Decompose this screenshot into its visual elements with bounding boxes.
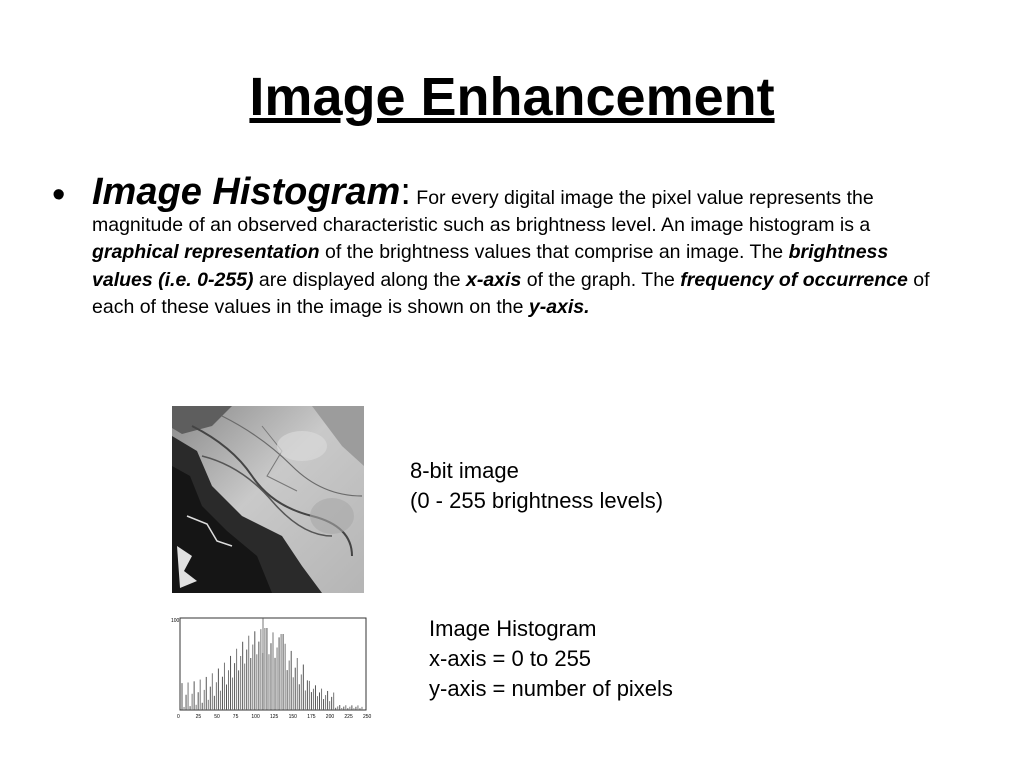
emphasis-y-axis: y-axis. xyxy=(528,295,590,318)
histogram-x-tick-label: 150 xyxy=(288,714,297,720)
histogram-x-tick-label: 175 xyxy=(307,714,316,720)
text-segment-4: of the graph. The xyxy=(521,268,681,291)
histogram-x-tick-labels xyxy=(177,714,372,720)
histogram-caption xyxy=(429,614,673,704)
histogram-x-tick-label: 75 xyxy=(232,714,239,720)
emphasis-brightness-values: brightness values (i.e. 0-255) xyxy=(92,241,889,291)
histogram-caption-line-2: x-axis = 0 to 255 xyxy=(429,646,592,671)
histogram-y-top-label: 100 xyxy=(171,618,180,624)
satellite-image xyxy=(172,406,364,593)
bullet-paragraph xyxy=(92,172,942,321)
emphasis-x-axis: x-axis xyxy=(466,268,522,291)
image-caption-line-1: 8-bit image xyxy=(410,458,519,483)
histogram-x-tick-label: 125 xyxy=(270,714,279,720)
text-segment-2: of the brightness values that comprise an image. The xyxy=(319,241,789,264)
text-segment-1: For every digital image the pixel value represents the magnitude of an observed characteristic such as brightness level. An image histogram is a xyxy=(92,187,874,237)
emphasis-frequency: frequency of occurrence xyxy=(680,268,908,291)
slide-title: Image Enhancement xyxy=(249,67,775,127)
image-caption-line-2: (0 - 255 brightness levels) xyxy=(410,488,664,513)
histogram-x-tick-label: 250 xyxy=(363,714,372,720)
histogram-chart xyxy=(170,614,375,722)
bullet-colon: : xyxy=(400,171,411,213)
text-segment-5: of each of these values in the image is shown on the xyxy=(92,268,930,318)
histogram-caption-line-3: y-axis = number of pixels xyxy=(429,676,673,701)
histogram-x-tick-label: 100 xyxy=(251,714,260,720)
histogram-caption-line-1: Image Histogram xyxy=(429,616,597,641)
image-caption xyxy=(410,456,663,516)
bullet-marker: • xyxy=(52,174,66,216)
bullet-lead: Image Histogram xyxy=(92,171,401,213)
histogram-x-tick-label: 50 xyxy=(214,714,220,720)
histogram-x-tick-label: 225 xyxy=(344,714,353,720)
histogram-x-tick-label: 0 xyxy=(177,714,180,720)
histogram-x-tick-label: 200 xyxy=(325,714,335,720)
text-segment-3: are displayed along the xyxy=(253,268,466,291)
histogram-x-tick-label: 25 xyxy=(195,714,202,720)
emphasis-graphical-representation: graphical representation xyxy=(92,241,320,264)
